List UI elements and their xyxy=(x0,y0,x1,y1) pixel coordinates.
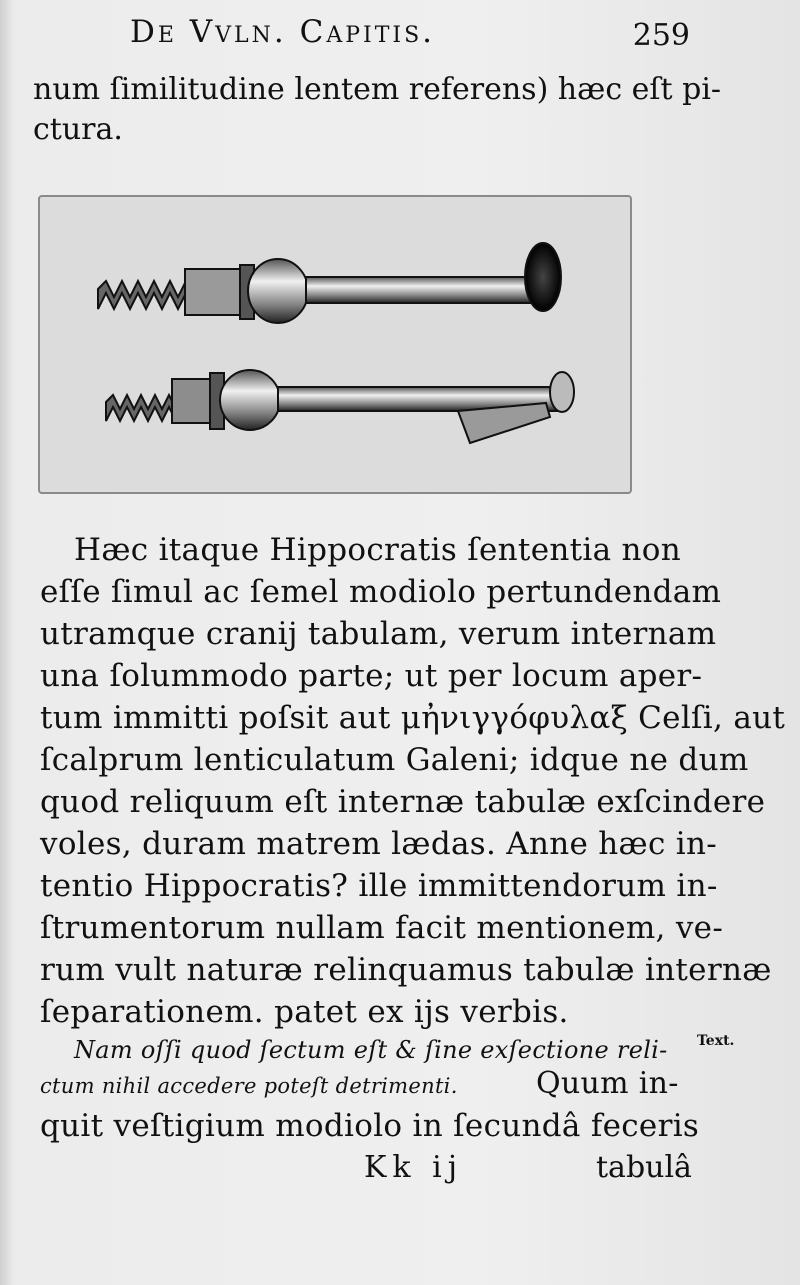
quotation-line: ctum nihil accedere poteſt detrimenti. xyxy=(40,1074,458,1098)
paragraph-line: Quum in- xyxy=(536,1066,679,1101)
trephine-instruments-engraving-icon xyxy=(40,197,630,492)
catchword: tabulâ xyxy=(596,1150,692,1185)
paragraph-line: ſeparationem. patet ex ijs verbis. xyxy=(40,994,569,1030)
intro-line: ctura. xyxy=(33,112,123,147)
paragraph-line: ſcalprum lenticulatum Galeni; idque ne dum xyxy=(40,742,749,778)
upper-trephine xyxy=(98,243,561,323)
lower-trephine xyxy=(106,370,574,443)
running-head: De Vvln. Capitis. xyxy=(130,14,435,50)
page-header xyxy=(130,14,690,64)
quotation-line: Nam oſſi quod ſectum eſt & ſine exſectione reli- xyxy=(74,1036,668,1064)
paragraph-line: ſtrumentorum nullam facit mentionem, ve- xyxy=(40,910,724,946)
paragraph-line: quit veſtigium modiolo in ſecundâ feceris xyxy=(40,1108,700,1144)
paragraph-line: rum vult naturæ relinquamus tabulæ internæ xyxy=(40,952,772,988)
paragraph-line: tum immitti poſsit aut μἠνιγγόφυλαξ Celſi, aut xyxy=(40,700,786,736)
paragraph-line: utramque cranij tabulam, verum internam xyxy=(40,616,717,652)
paragraph-line: Hæc itaque Hippocratis ſententia non xyxy=(74,532,682,568)
paragraph-line: quod reliquum eſt internæ tabulæ exſcindere xyxy=(40,784,766,820)
intro-line: num ſimilitudine lentem referens) hæc eſt pi- xyxy=(33,72,722,107)
trephine-illustration xyxy=(38,195,632,494)
margin-note: Text. xyxy=(697,1033,735,1049)
paragraph-line: tentio Hippocratis? ille immittendorum in- xyxy=(40,868,718,904)
signature-mark: Kk ij xyxy=(364,1150,464,1185)
paragraph-line: una ſolummodo parte; ut per locum aper- xyxy=(40,658,703,694)
paragraph-line: voles, duram matrem lædas. Anne hæc in- xyxy=(40,826,718,862)
paragraph-line: eſſe ſimul ac ſemel modiolo pertundendam xyxy=(40,574,722,610)
page-number: 259 xyxy=(632,18,690,53)
